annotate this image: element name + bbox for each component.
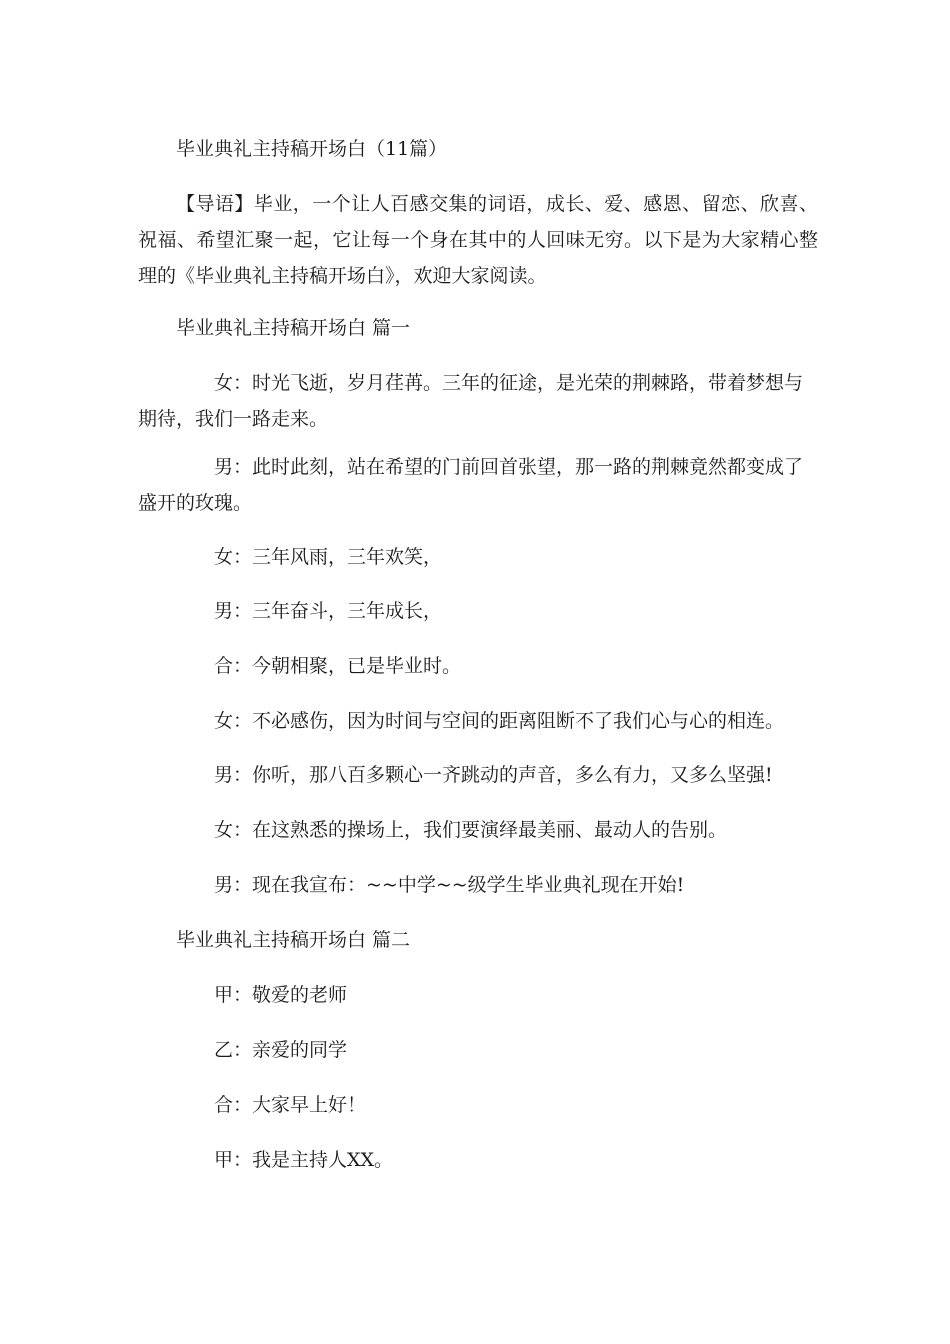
document-title: 毕业典礼主持稿开场白（11篇）	[176, 138, 448, 160]
dialogue-line: 女：三年风雨，三年欢笑，	[214, 546, 443, 568]
dialogue-line: 男：你听，那八百多颗心一齐跳动的声音，多么有力，又多么坚强!	[214, 764, 773, 786]
dialogue-line: 男：现在我宣布：~~中学~~级学生毕业典礼现在开始!	[214, 874, 685, 896]
dialogue-line: 女：在这熟悉的操场上，我们要演绎最美丽、最动人的告别。	[214, 819, 728, 841]
dialogue-line: 男：此时此刻，站在希望的门前回首张望，那一路的荆棘竟然都变成了盛开的玫瑰。	[138, 456, 804, 514]
dialogue-line: 甲：敬爱的老师	[214, 984, 348, 1006]
dialogue-line: 甲：我是主持人XX。	[214, 1149, 394, 1171]
dialogue-line: 乙：亲爱的同学	[214, 1039, 348, 1061]
dialogue-line: 合：大家早上好！	[214, 1094, 367, 1116]
section-heading-1: 毕业典礼主持稿开场白 篇一	[176, 317, 411, 339]
dialogue-line: 女：不必感伤，因为时间与空间的距离阻断不了我们心与心的相连。	[214, 710, 785, 732]
intro-paragraph: 【导语】毕业，一个让人百感交集的词语，成长、爱、感恩、留恋、欣喜、祝福、希望汇聚一起，它让每一个身在其中的人回味无穷。以下是为大家精心整理的《毕业典礼主持稿开场白》，欢迎大家阅读。	[138, 193, 818, 287]
section-heading-2: 毕业典礼主持稿开场白 篇二	[176, 929, 411, 951]
dialogue-line: 男：三年奋斗，三年成长，	[214, 600, 443, 622]
dialogue-line: 合：今朝相聚，已是毕业时。	[214, 655, 462, 677]
dialogue-line: 女：时光飞逝，岁月荏苒。三年的征途，是光荣的荆棘路，带着梦想与期待，我们一路走来。	[138, 372, 804, 430]
